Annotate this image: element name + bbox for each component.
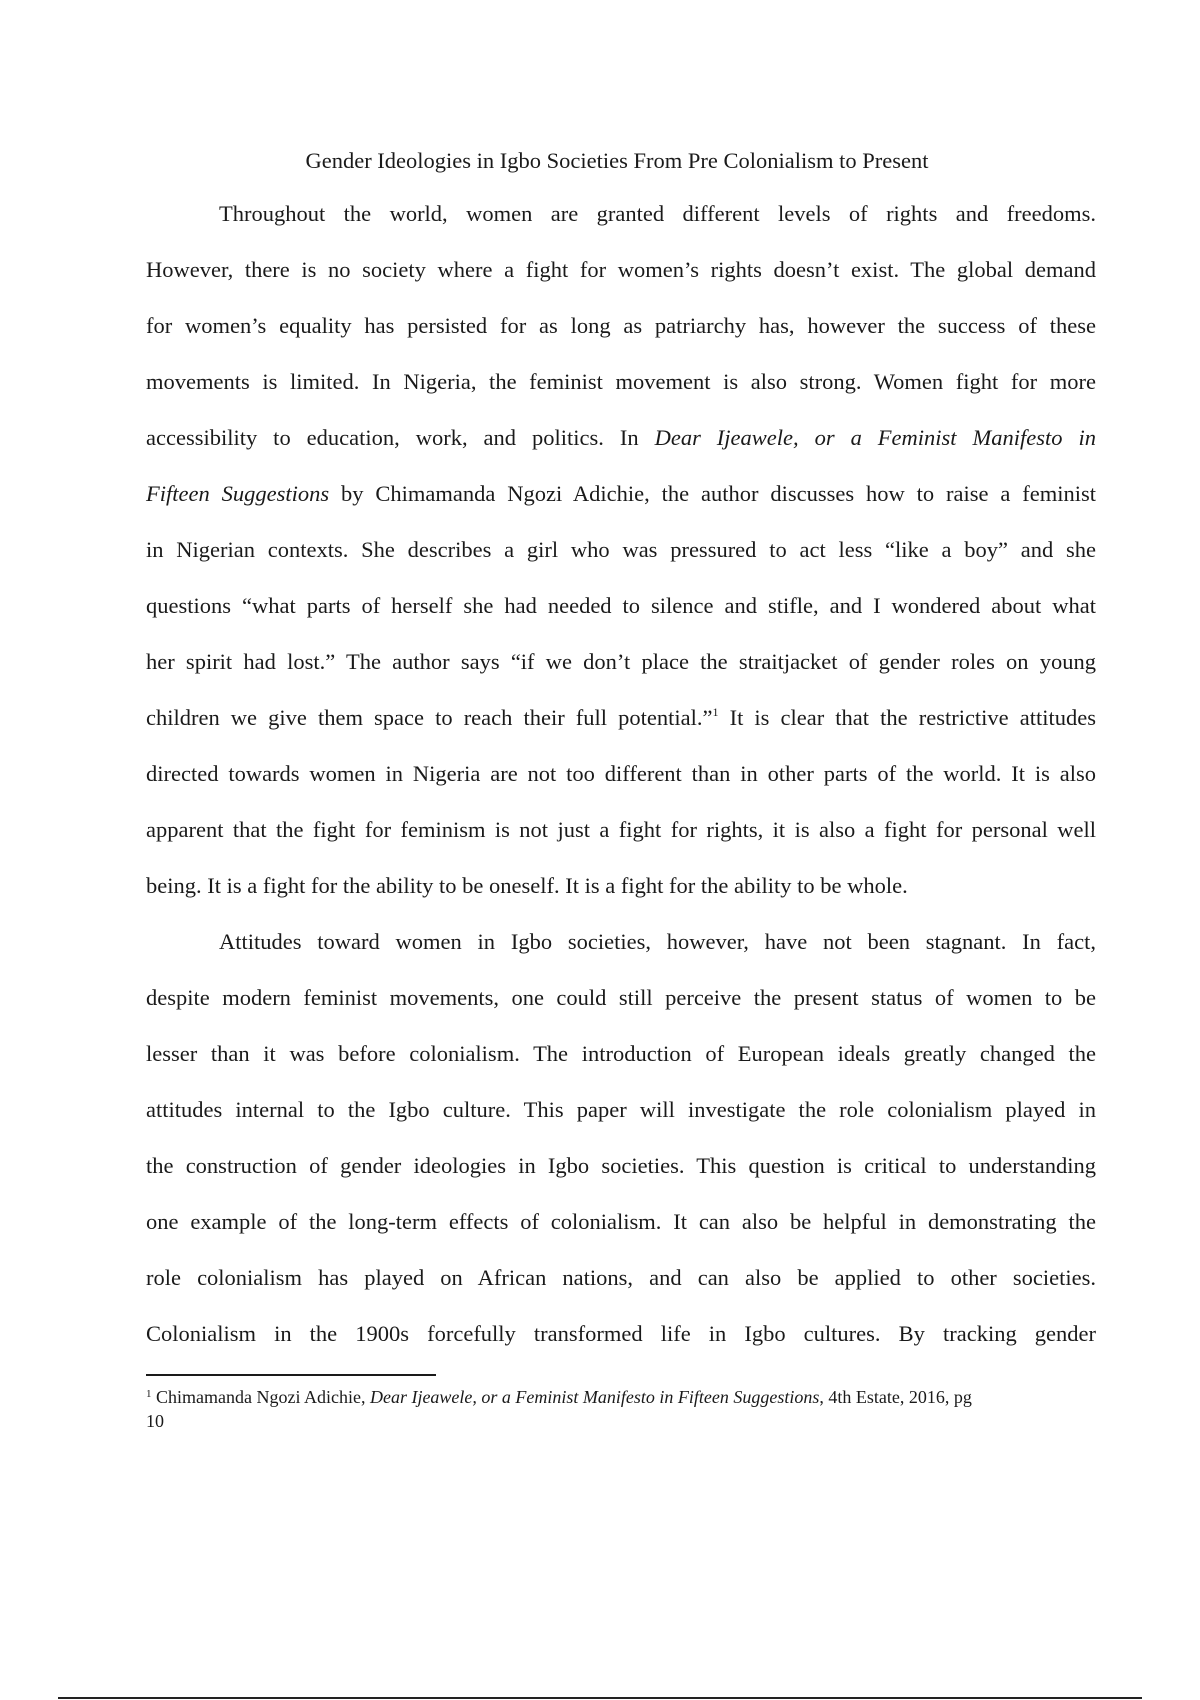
text-segment: being. It is a fight for the ability to be oneself. It is a fight for the ability to be whole. [146, 873, 908, 898]
text-line [146, 802, 1096, 858]
text-line [146, 1194, 1096, 1250]
footnote-publisher: , 4th Estate, 2016, pg [819, 1387, 972, 1407]
footnote-separator [146, 1374, 436, 1376]
text-segment: the construction of gender ideologies in Igbo societies. This question is critical to understanding [146, 1153, 1096, 1178]
footnote-line-2: 10 [146, 1411, 164, 1431]
text-line [146, 466, 1096, 522]
text-line [146, 1082, 1096, 1138]
text-segment: for women’s equality has persisted for as long as patriarchy has, however the success of these [146, 313, 1096, 338]
text-line [146, 690, 1096, 746]
paragraph-2 [146, 914, 1096, 1362]
text-segment: It is clear that the restrictive attitudes [718, 705, 1096, 730]
text-segment: apparent that the fight for feminism is not just a fight for rights, it is also a fight for personal well [146, 817, 1096, 842]
text-segment: by Chimamanda Ngozi Adichie, the author discusses how to raise a feminist [329, 481, 1096, 506]
text-segment: despite modern feminist movements, one could still perceive the present status of women to be [146, 985, 1096, 1010]
text-line [146, 242, 1096, 298]
text-line [146, 578, 1096, 634]
footnote [146, 1385, 1096, 1433]
text-line [146, 970, 1096, 1026]
text-segment: Attitudes toward women in Igbo societies, however, have not been stagnant. In fact, [219, 929, 1096, 954]
text-segment: directed towards women in Nigeria are not too different than in other parts of the world. It is also [146, 761, 1096, 786]
text-segment: in Nigerian contexts. She describes a girl who was pressured to act less “like a boy” and she [146, 537, 1096, 562]
text-segment: one example of the long-term effects of colonialism. It can also be helpful in demonstrating the [146, 1209, 1096, 1234]
footnote-line-1 [146, 1385, 1096, 1409]
text-segment: her spirit had lost.” The author says “if we don’t place the straitjacket of gender roles on young [146, 649, 1096, 674]
paragraph-1 [146, 186, 1096, 914]
text-line [146, 858, 1096, 914]
text-line [146, 1306, 1096, 1362]
text-segment: children we give them space to reach their full potential.” [146, 705, 713, 730]
text-line [146, 1138, 1096, 1194]
footnote-marker: 1 [146, 1388, 152, 1400]
footnote-reference: 1 [712, 705, 719, 719]
text-line [146, 354, 1096, 410]
text-segment: lesser than it was before colonialism. The introduction of European ideals greatly changed the [146, 1041, 1096, 1066]
text-segment: Colonialism in the 1900s forcefully transformed life in Igbo cultures. By tracking gender [146, 1321, 1096, 1346]
text-segment: role colonialism has played on African nations, and can also be applied to other societies. [146, 1265, 1096, 1290]
text-line [146, 410, 1096, 466]
text-line [146, 634, 1096, 690]
footnote-book-title: Dear Ijeawele, or a Feminist Manifesto in Fifteen Suggestions [369, 1387, 820, 1407]
text-segment: However, there is no society where a fight for women’s rights doesn’t exist. The global demand [146, 257, 1096, 282]
text-line [146, 298, 1096, 354]
footnote-author: Chimamanda Ngozi Adichie, [151, 1387, 370, 1407]
text-line [146, 914, 1096, 970]
text-segment: movements is limited. In Nigeria, the feminist movement is also strong. Women fight for more [146, 369, 1096, 394]
text-segment: questions “what parts of herself she had needed to silence and stifle, and I wondered about what [146, 593, 1096, 618]
document-title: Gender Ideologies in Igbo Societies From Pre Colonialism to Present [305, 148, 929, 173]
text-segment: attitudes internal to the Igbo culture. This paper will investigate the role colonialism played in [146, 1097, 1096, 1122]
page-bottom-border [58, 1697, 1142, 1699]
text-line [146, 746, 1096, 802]
italic-title: Fifteen Suggestions [146, 481, 330, 506]
italic-title: Dear Ijeawele, or a Feminist Manifesto in [654, 425, 1096, 450]
text-segment: accessibility to education, work, and politics. In [146, 425, 655, 450]
text-line [146, 1250, 1096, 1306]
text-line [146, 1026, 1096, 1082]
text-segment: Throughout the world, women are granted different levels of rights and freedoms. [219, 201, 1096, 226]
text-line [146, 522, 1096, 578]
text-line [146, 186, 1096, 242]
